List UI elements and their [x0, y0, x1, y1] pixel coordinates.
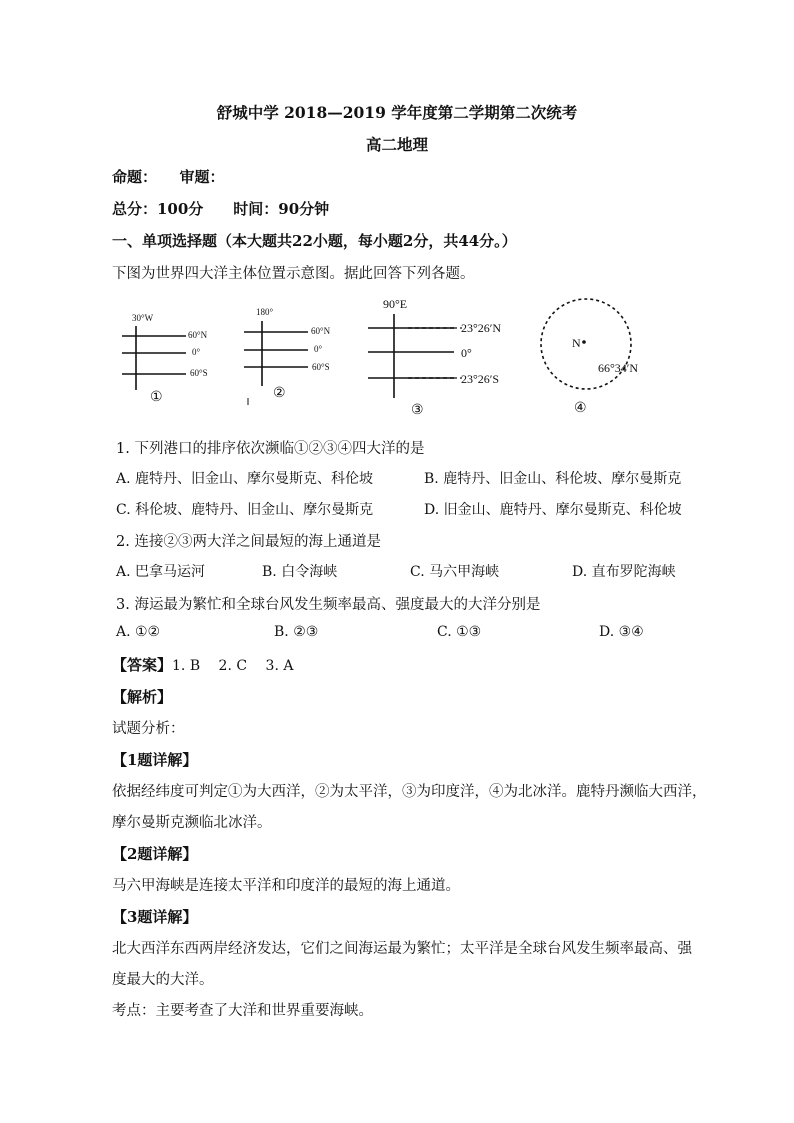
- figure-panel-1: [122, 326, 186, 390]
- detail-2-heading: 【2题详解】: [112, 845, 198, 863]
- panel2-marker: ②: [273, 386, 286, 401]
- detail-3-heading: 【3题详解】: [112, 908, 198, 926]
- detail-1-heading: 【1题详解】: [112, 751, 198, 769]
- analysis-heading: 【解析】: [112, 688, 173, 706]
- analysis-intro: 试题分析：: [112, 721, 185, 737]
- figure-panel-3: [368, 314, 454, 398]
- section-heading: 一、单项选择题（本大题共22小题，每小题2分，共44分。）: [112, 232, 517, 250]
- panel2-lat-bot: 60°S: [312, 362, 330, 372]
- document-subtitle: 高二地理: [365, 135, 428, 154]
- panel2-lat-mid: 0°: [314, 344, 323, 354]
- question-2-stem: 2. 连接②③两大洋之间最短的海上通道是: [116, 534, 381, 550]
- panel1-meridian-label: 30°W: [132, 313, 154, 323]
- panel2-lat-top: 60°N: [311, 326, 331, 336]
- answer-values: 1. B 2. C 3. A: [172, 658, 294, 674]
- panel3-meridian-label: 90°E: [383, 297, 408, 311]
- ocean-position-figure: [110, 290, 690, 425]
- panel3-lat-bot: 23°26′S: [461, 372, 500, 386]
- section-intro: 下图为世界四大洋主体位置示意图。据此回答下列各题。: [112, 266, 475, 282]
- document-title: 舒城中学 2018—2019 学年度第二学期第二次统考: [216, 103, 578, 122]
- question-3-option-d: D. ③④: [599, 624, 644, 640]
- question-3-option-a: A. ①②: [116, 624, 161, 640]
- figure-panel-4: [541, 299, 631, 389]
- kaodian-line: 考点：主要考查了大洋和世界重要海峡。: [112, 1003, 373, 1019]
- question-1-option-d: D. 旧金山、鹿特丹、摩尔曼斯克、科伦坡: [424, 502, 682, 518]
- question-2-option-d: D. 直布罗陀海峡: [572, 564, 676, 580]
- detail-1-line-2: 摩尔曼斯克濒临北冰洋。: [112, 815, 272, 831]
- detail-2-line-1: 马六甲海峡是连接太平洋和印度洋的最短的海上通道。: [112, 878, 460, 894]
- panel3-lat-mid: 0°: [461, 346, 472, 360]
- panel2-meridian-label: 180°: [256, 307, 274, 317]
- panel1-lat-top: 60°N: [188, 330, 208, 340]
- score-line: 总分：100分 时间：90分钟: [112, 200, 330, 218]
- question-1-option-c: C. 科伦坡、鹿特丹、旧金山、摩尔曼斯克: [116, 502, 374, 518]
- question-2-option-a: A. 巴拿马运河: [116, 564, 206, 580]
- detail-3-line-2: 度最大的大洋。: [112, 972, 214, 988]
- panel1-marker: ①: [150, 390, 163, 405]
- panel3-marker: ③: [411, 403, 424, 418]
- question-3-option-c: C. ①③: [437, 624, 482, 640]
- panel1-lat-bot: 60°S: [190, 368, 208, 378]
- detail-3-line-1: 北大西洋东西两岸经济发达，它们之间海运最为繁忙；太平洋是全球台风发生频率最高、强: [112, 941, 692, 957]
- panel4-marker: ④: [574, 401, 587, 416]
- panel4-pole-label: N: [572, 336, 581, 350]
- panel1-lat-mid: 0°: [192, 347, 201, 357]
- question-2-option-b: B. 白令海峡: [262, 564, 338, 580]
- panel4-circle-label: 66°34′N: [598, 361, 639, 375]
- answer-label: 【答案】: [112, 656, 173, 674]
- question-3-stem: 3. 海运最为繁忙和全球台风发生频率最高、强度最大的大洋分别是: [116, 597, 541, 613]
- author-line: 命题： 审题：: [112, 168, 225, 186]
- answer-line: [112, 654, 293, 675]
- question-1-stem: 1. 下列港口的排序依次濒临①②③④四大洋的是: [116, 441, 425, 457]
- panel3-lat-top: 23°26′N: [461, 321, 502, 335]
- question-2-option-c: C. 马六甲海峡: [410, 564, 500, 580]
- question-3-option-b: B. ②③: [274, 624, 319, 640]
- question-1-option-a: A. 鹿特丹、旧金山、摩尔曼斯克、科伦坡: [116, 471, 374, 487]
- detail-1-line-1: 依据经纬度可判定①为大西洋，②为太平洋，③为印度洋，④为北冰洋。鹿特丹濒临大西洋，: [112, 784, 707, 800]
- question-1-option-b: B. 鹿特丹、旧金山、科伦坡、摩尔曼斯克: [424, 471, 682, 487]
